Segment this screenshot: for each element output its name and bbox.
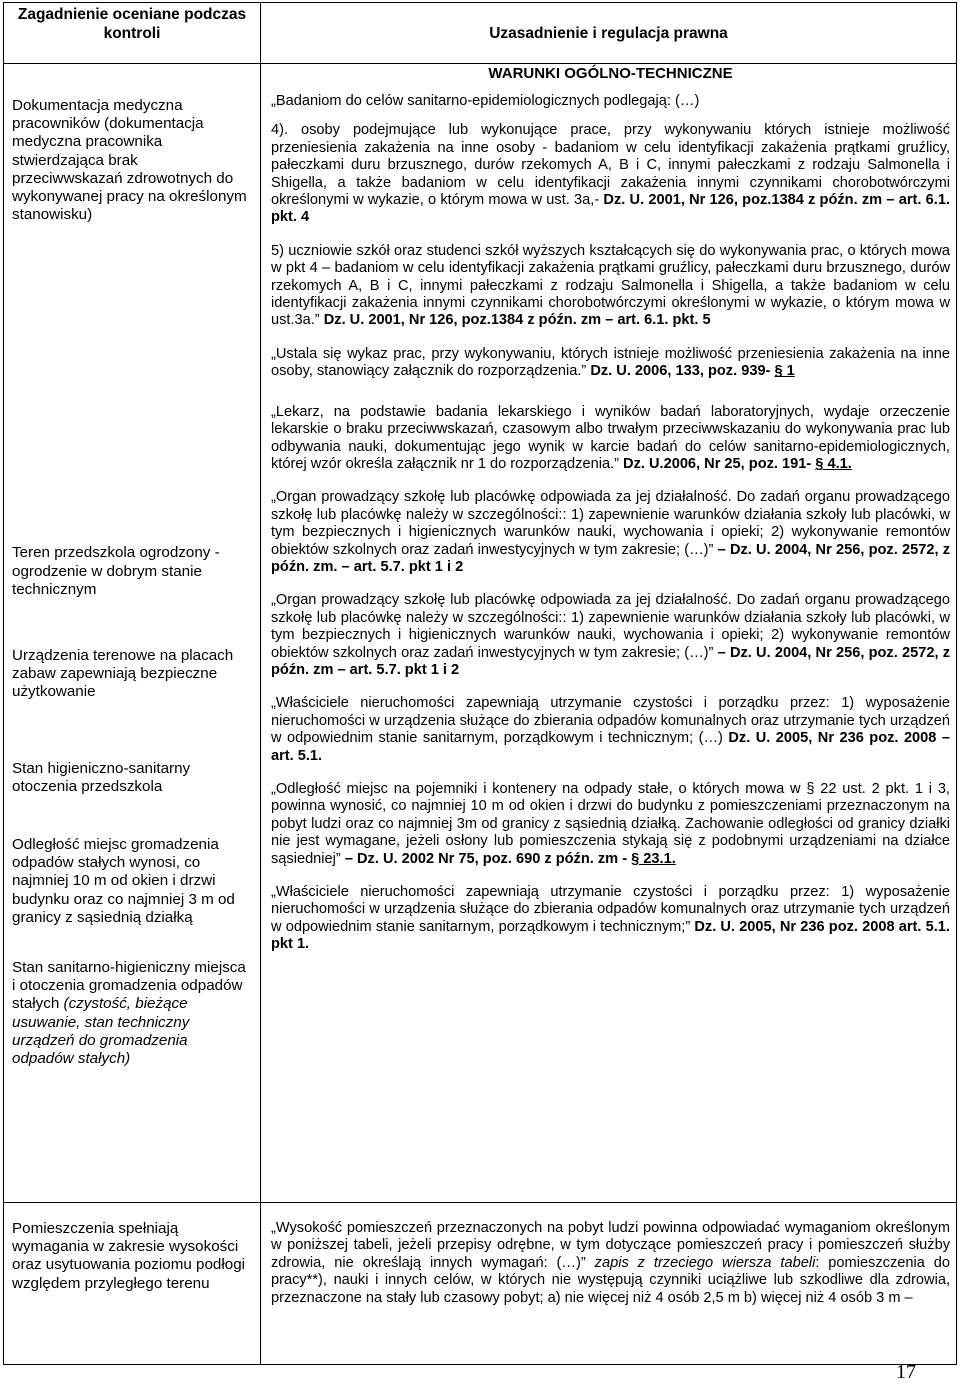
topic-fence: Teren przedszkola ogrodzony - ogrodzenie w dobrym stanie technicznym [12, 544, 220, 598]
para-4-text: „Ustala się wykaz prac, przy wykonywaniu, których istnieje możliwość przeniesienia zakażenia na inne osoby, stanowiący załącznik do rozporządzenia.” [271, 345, 950, 380]
left-cell-2 [4, 1203, 261, 1365]
para-10-ref: Dz. U. 2005, Nr 236 poz. 2008 art. 5.1. pkt 1. [271, 918, 950, 953]
para-11-text-b: : pomieszczenia do pracy**), nauki i innych celów, w których nie występują czynniki uciążliwe lub szkodliwe dla zdrowia, przeznaczone na stały lub czasowy pobyt; a) nie więcej niż 4 osób 2,5 m b) więcej niż 4 osób 3 m – [271, 1254, 950, 1306]
topic-waste-state [12, 959, 252, 1068]
regulation-table [3, 2, 957, 1365]
header-left: Zagadnienie oceniane podczas kontroli [4, 3, 261, 64]
para-6-text: „Organ prowadzący szkołę lub placówkę odpowiada za jej działalność. Do zadań organu prowadzącego szkołę lub placówkę należy w szczególności:: 1) zapewnienie warunków działania szkoły lub placówki, w tym bezpiecznych i higienicznych warunków nauki, wychowania i opieki; 2) wykonywanie remontów obiektów szkolnych oraz zadań inwestycyjnych w tym zakresie; (…)” [271, 489, 950, 558]
para-7 [271, 592, 950, 679]
para-7-text: „Organ prowadzący szkołę lub placówkę odpowiada za jej działalność. Do zadań organu prowadzącego szkołę lub placówkę należy w szczególności:: 1) zapewnienie warunków działania szkoły lub placówki, w tym bezpiecznych i higienicznych warunków nauki, wychowania i opieki; 2) wykonywanie remontów obiektów szkolnych oraz zadań inwestycyjnych w tym zakresie; (…)” [271, 592, 950, 661]
right-cell-1 [261, 64, 957, 1203]
para-11-italic: zapis z trzeciego wiersza tabeli [594, 1254, 816, 1271]
body-row-2 [4, 1203, 957, 1365]
para-8 [271, 695, 950, 765]
para-9-ref: – Dz. U. 2002 Nr 75, poz. 690 z późn. zm - [344, 850, 628, 867]
body-row-1 [4, 64, 957, 1203]
para-5 [271, 404, 950, 474]
section-title: WARUNKI OGÓLNO-TECHNICZNE [488, 65, 733, 82]
topic-playground: Urządzenia terenowe na placach zabaw zapewniają bezpieczne użytkowanie [12, 647, 234, 701]
para-11-text: „Wysokość pomieszczeń przeznaczonych na pobyt ludzi powinna odpowiadać wymaganiom określonym w poniższej tabeli, jeżeli przepisy odrębne, w tym dotyczące pomieszczeń pracy i pomieszczeń służby zdrowia, nie określają innych wymagań: (…)” [271, 1220, 950, 1271]
para-10 [271, 884, 950, 954]
para-6 [271, 489, 950, 576]
para-7-ref: – Dz. U. 2004, Nr 256, poz. 2572, z późn. zm – art. 5.7. pkt 1 i 2 [271, 644, 950, 678]
para-5-text: „Lekarz, na podstawie badania lekarskiego i wyników badań laboratoryjnych, wydaje orzeczenie lekarskie o braku przeciwwskazań, czasowym albo trwałym przeciwwskazaniu do wykonywania prac lub odbywania nauki, dokumentując jego wynik w karcie badań do celów sanitarno-epidemiologicznych, której wzór określa załącznik nr 1 do rozporządzenia.” [271, 403, 950, 472]
left-cell-1 [4, 64, 261, 1203]
para-5-ref-section: § 4.1. [815, 455, 852, 472]
para-4-ref: Dz. U. 2006, 133, poz. 939- [590, 363, 771, 380]
topic-hygiene: Stan higieniczno-sanitarny otoczenia przedszkola [12, 759, 191, 795]
para-9 [271, 781, 950, 868]
right-cell-2 [261, 1203, 957, 1365]
para-1: „Badaniom do celów sanitarno-epidemiologicznych podlegają: (…) [271, 93, 700, 109]
para-2-ref: Dz. U. 2001, Nr 126, poz.1384 z późn. zm – art. 6.1. pkt. 4 [271, 192, 950, 226]
topic-waste-state-main: Stan sanitarno-higieniczny miejsca i otoczenia gromadzenia odpadów stałych [12, 959, 246, 1013]
topic-room-height: Pomieszczenia spełniają wymagania w zakresie wysokości oraz usytuowania poziomu podłogi względem przyległego terenu [12, 1220, 246, 1292]
page-number: 17 [896, 1361, 916, 1383]
para-8-text: „Właściciele nieruchomości zapewniają utrzymanie czystości i porządku przez: 1) wyposażenie nieruchomości w urządzenia służące do zbierania odpadów komunalnych oraz utrzymanie tych urządzeń w odpowiednim stanie sanitarnym, porządkowym i technicznym; (…) [271, 695, 950, 747]
header-row [4, 3, 957, 64]
topic-waste-state-note: (czystość, bieżące usuwanie, stan techniczny urządzeń do gromadzenia odpadów stałych) [12, 995, 190, 1068]
para-3 [271, 243, 950, 330]
para-4 [271, 346, 950, 381]
para-11 [271, 1220, 950, 1307]
header-right: Uzasadnienie i regulacja prawna [261, 3, 957, 64]
para-6-ref: – Dz. U. 2004, Nr 256, poz. 2572, z późn. zm. – art. 5.7. pkt 1 i 2 [271, 541, 950, 575]
para-2-text: 4). osoby podejmujące lub wykonujące prace, przy wykonywaniu których istnieje możliwość przeniesienia zakażenia na inne osoby - badaniom w celu identyfikacji zakażenia prątkami gruźlicy, pałeczkami duru brzusznego, durów rzekomych A, B i C, innymi pałeczkami z rodzaju Salmonella i Shigella, a także badaniom w celu identyfikacji zakażenia innymi czynnikami chorobotwórczymi określonymi w wykazie, o którym mowa w ust. 3a,- [271, 122, 950, 209]
para-3-text: 5) uczniowie szkół oraz studenci szkół wyższych kształcących się do wykonywania prac, o których mowa w pkt 4 – badaniom w celu identyfikacji zakażenia prątkami gruźlicy, pałeczkami duru brzusznego, durów rzekomych A, B i C, innymi pałeczkami z rodzaju Salmonella i Shigella, a także badaniom w celu identyfikacji zakażenia innymi czynnikami chorobotwórczymi określonymi w wykazie, o którym mowa w ust.3a.” [271, 242, 950, 329]
para-9-text: „Odległość miejsc na pojemniki i kontenery na odpady stałe, o których mowa w § 22 ust. 2 pkt. 1 i 3, powinna wynosić, co najmniej 10 m od okien i drzwi do budynku z pomieszczeniami przeznaczonym na pobyt ludzi oraz co najmniej 3m od granicy z sąsiednią działką. Zachowanie odległości od granicy działki nie jest wymagane, jeżeli osłony lub pomieszczenia stykają się z podobnymi urządzeniami na działce sąsiedniej” [271, 781, 950, 867]
para-8-ref: Dz. U. 2005, Nr 236 poz. 2008 – art. 5.1. [271, 730, 950, 764]
para-5-ref: Dz. U.2006, Nr 25, poz. 191- [623, 455, 812, 472]
para-2 [271, 122, 950, 226]
para-9-ref-section: § 23.1. [631, 850, 676, 867]
para-10-text: „Właściciele nieruchomości zapewniają utrzymanie czystości i porządku przez: 1) wyposażenie nieruchomości w urządzenia służące do zbierania odpadów komunalnych oraz utrzymanie tych urządzeń w odpowiednim stanie sanitarnym, porządkowym i technicznym;” [271, 884, 950, 935]
para-4-ref-section: § 1 [774, 363, 795, 380]
topic-waste-distance: Odległość miejsc gromadzenia odpadów stałych wynosi, co najmniej 10 m od okien i drzwi budynku oraz co najmniej 3 m od granicy z sąsiednią działką [12, 836, 235, 926]
para-3-ref: Dz. U. 2001, Nr 126, poz.1384 z późn. zm – art. 6.1. pkt. 5 [323, 312, 711, 329]
topic-medical-docs: Dokumentacja medyczna pracowników (dokumentacja medyczna pracownika stwierdzająca brak przeciwwskazań zdrowotnych do wykonywanej pracy na określonym stanowisku) [12, 97, 247, 224]
